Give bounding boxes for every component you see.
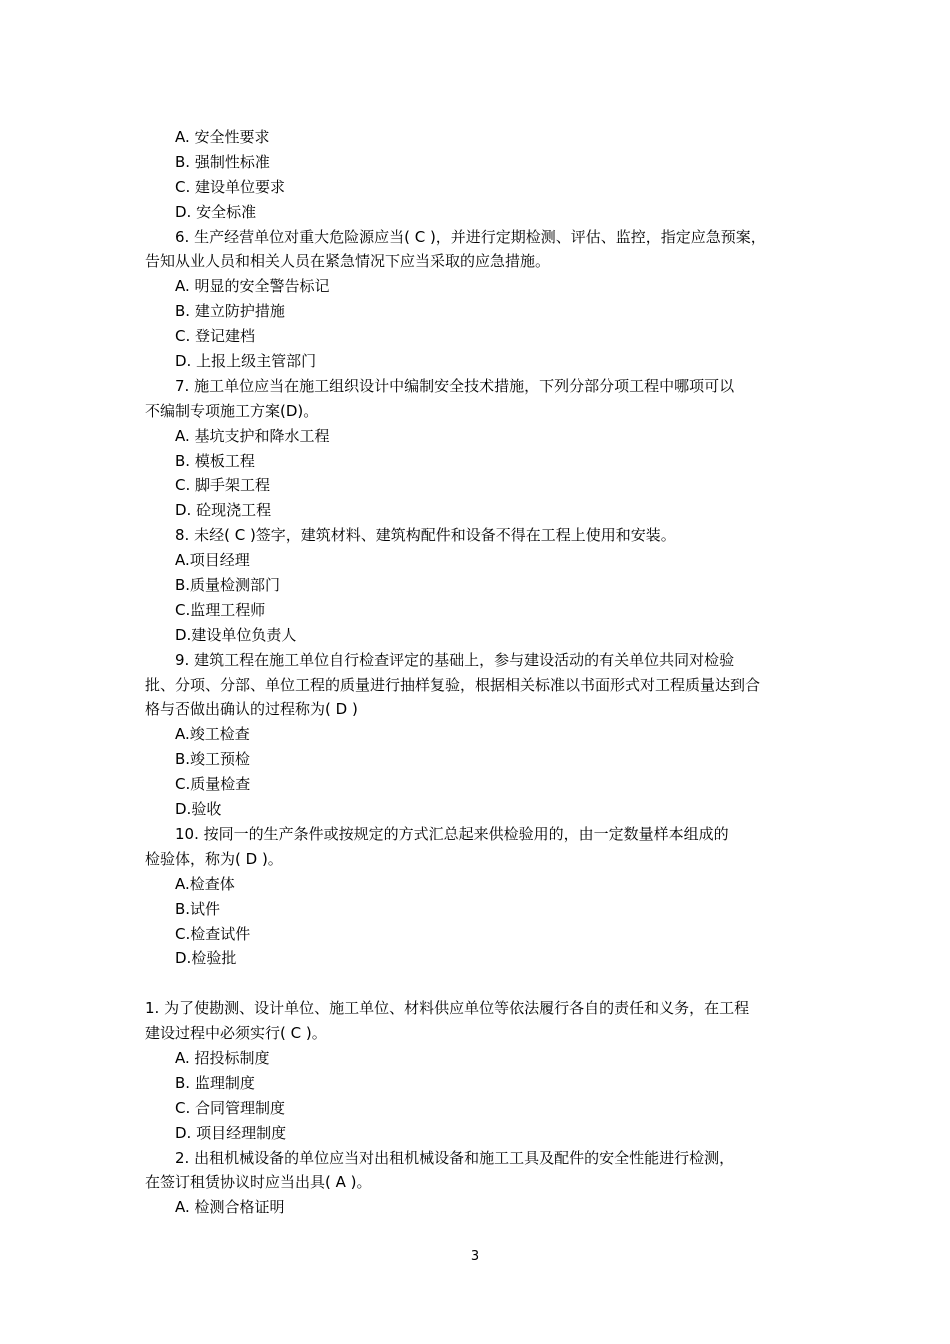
answer-option: D. 上报上级主管部门 bbox=[175, 352, 317, 371]
question-text: 2. 出租机械设备的单位应当对出租机械设备和施工工具及配件的安全性能进行检测， bbox=[175, 1148, 735, 1167]
question-text: 告知从业人员和相关人员在紧急情况下应当采取的应急措施。 bbox=[145, 252, 551, 271]
blank-line bbox=[145, 971, 810, 996]
question-text: 检验体，称为( D )。 bbox=[145, 849, 283, 868]
answer-option: D. 安全标准 bbox=[175, 202, 257, 221]
answer-option: A. 检测合格证明 bbox=[175, 1198, 285, 1217]
question-text: 9. 建筑工程在施工单位自行检查评定的基础上，参与建设活动的有关单位共同对检验 bbox=[175, 650, 735, 669]
answer-option: C. 登记建档 bbox=[175, 327, 256, 346]
answer-option: B.竣工预检 bbox=[175, 750, 251, 769]
answer-option: B. 强制性标准 bbox=[175, 152, 270, 171]
question-text: 建设过程中必须实行( C )。 bbox=[145, 1024, 327, 1043]
answer-option: D.验收 bbox=[175, 800, 222, 819]
answer-option: A. 基坑支护和降水工程 bbox=[175, 426, 330, 445]
question-text: 不编制专项施工方案(D)。 bbox=[145, 401, 319, 420]
question-text: 7. 施工单位应当在施工组织设计中编制安全技术措施，下列分部分项工程中哪项可以 bbox=[175, 376, 735, 395]
answer-option: C.监理工程师 bbox=[175, 600, 266, 619]
answer-option: A. 招投标制度 bbox=[175, 1048, 270, 1067]
question-text: 批、分项、分部、单位工程的质量进行抽样复验，根据相关标准以书面形式对工程质量达到合 bbox=[145, 675, 761, 694]
answer-option: B. 监理制度 bbox=[175, 1073, 255, 1092]
answer-option: C. 脚手架工程 bbox=[175, 476, 271, 495]
question-text: 1. 为了使勘测、设计单位、施工单位、材料供应单位等依法履行各自的责任和义务，在工程 bbox=[145, 999, 750, 1018]
answer-option: D.建设单位负责人 bbox=[175, 625, 297, 644]
answer-option: C. 建设单位要求 bbox=[175, 177, 286, 196]
question-text: 8. 未经( C )签字，建筑材料、建筑构配件和设备不得在工程上使用和安装。 bbox=[175, 526, 676, 545]
document-body bbox=[145, 125, 810, 1220]
answer-option: C.质量检查 bbox=[175, 775, 251, 794]
answer-option: C.检查试件 bbox=[175, 924, 251, 943]
question-text: 在签订租赁协议时应当出具( A )。 bbox=[145, 1173, 372, 1192]
question-text: 6. 生产经营单位对重大危险源应当( C )，并进行定期检测、评估、监控，指定应急预案， bbox=[175, 227, 766, 246]
answer-option: A. 明显的安全警告标记 bbox=[175, 277, 330, 296]
question-text: 格与否做出确认的过程称为( D ) bbox=[145, 700, 358, 719]
answer-option: B.质量检测部门 bbox=[175, 576, 281, 595]
answer-option: C. 合同管理制度 bbox=[175, 1098, 286, 1117]
answer-option: D. 砼现浇工程 bbox=[175, 501, 272, 520]
answer-option: D. 项目经理制度 bbox=[175, 1123, 287, 1142]
answer-option: A.项目经理 bbox=[175, 551, 250, 570]
answer-option: A.检查体 bbox=[175, 874, 235, 893]
answer-option: A.竣工检查 bbox=[175, 725, 250, 744]
answer-option: B. 建立防护措施 bbox=[175, 302, 285, 321]
answer-option: A. 安全性要求 bbox=[175, 128, 270, 146]
answer-option: B. 模板工程 bbox=[175, 451, 255, 470]
answer-option: B.试件 bbox=[175, 899, 221, 918]
page-number: 3 bbox=[470, 1249, 480, 1264]
question-text: 10. 按同一的生产条件或按规定的方式汇总起来供检验用的，由一定数量样本组成的 bbox=[175, 824, 729, 843]
answer-option: D.检验批 bbox=[175, 949, 237, 968]
